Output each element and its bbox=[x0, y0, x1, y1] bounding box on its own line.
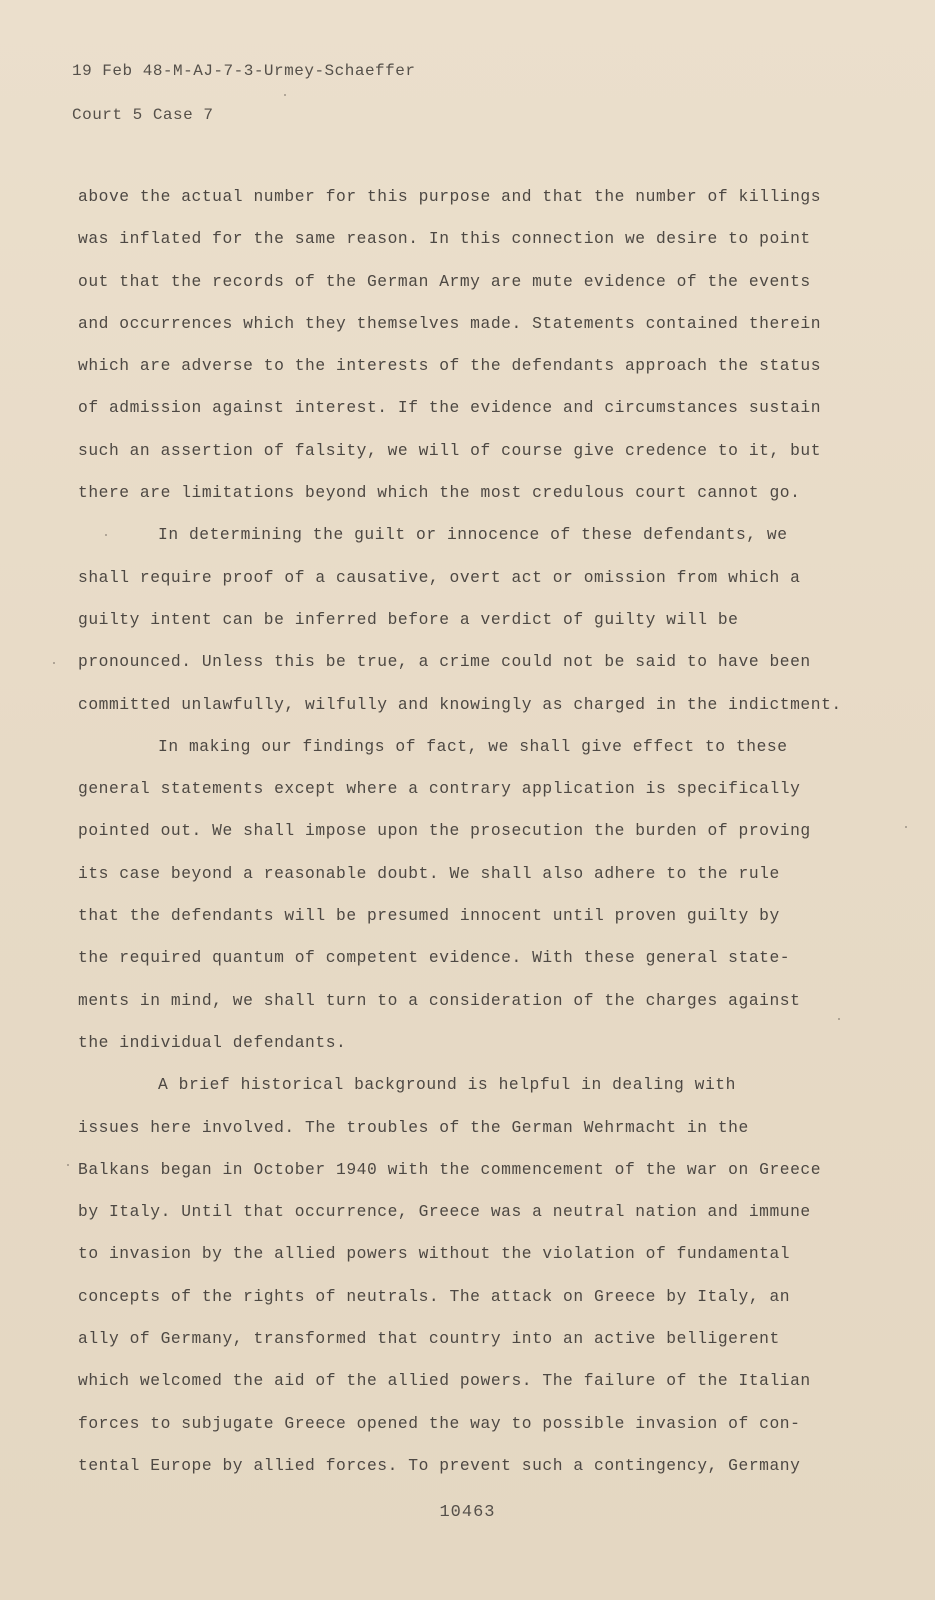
page-number: 10463 bbox=[439, 1503, 496, 1522]
court-case-label: Court 5 Case 7 bbox=[72, 106, 214, 124]
text-line: general statements except where a contrary application is specifically bbox=[78, 779, 801, 799]
text-line: such an assertion of falsity, we will of course give credence to it, but bbox=[78, 440, 822, 460]
paper-speck bbox=[53, 662, 55, 664]
text-line: Balkans began in October 1940 with the commencement of the war on Greece bbox=[78, 1159, 822, 1179]
text-line: guilty intent can be inferred before a verdict of guilty will be bbox=[78, 609, 739, 629]
text-line: ments in mind, we shall turn to a consideration of the charges against bbox=[78, 990, 801, 1010]
text-line: the individual defendants. bbox=[78, 1032, 347, 1052]
body-text bbox=[78, 176, 868, 1487]
text-line: shall require proof of a causative, overt act or omission from which a bbox=[78, 567, 801, 587]
text-line: there are limitations beyond which the most credulous court cannot go. bbox=[78, 483, 801, 503]
text-line: of admission against interest. If the evidence and circumstances sustain bbox=[78, 398, 822, 418]
text-line: was inflated for the same reason. In this connection we desire to point bbox=[78, 229, 811, 249]
text-line: its case beyond a reasonable doubt. We shall also adhere to the rule bbox=[78, 863, 780, 883]
text-line: that the defendants will be presumed innocent until proven guilty by bbox=[78, 906, 780, 926]
text-line: and occurrences which they themselves made. Statements contained therein bbox=[78, 313, 822, 333]
paper-speck bbox=[838, 1018, 840, 1020]
paragraph-first-line: A brief historical background is helpful in dealing with bbox=[158, 1075, 736, 1095]
text-line: ally of Germany, transformed that country into an active belligerent bbox=[78, 1329, 780, 1349]
text-line: issues here involved. The troubles of the German Wehrmacht in the bbox=[78, 1117, 749, 1137]
paragraph-first-line: In determining the guilt or innocence of these defendants, we bbox=[158, 525, 788, 545]
text-line: tental Europe by allied forces. To prevent such a contingency, Germany bbox=[78, 1455, 801, 1475]
paper-speck bbox=[105, 534, 107, 536]
paragraph-first-line: In making our findings of fact, we shall give effect to these bbox=[158, 736, 788, 756]
text-line: concepts of the rights of neutrals. The attack on Greece by Italy, an bbox=[78, 1286, 791, 1306]
paper-speck bbox=[905, 826, 907, 828]
document-reference: 19 Feb 48-M-AJ-7-3-Urmey-Schaeffer bbox=[72, 62, 416, 80]
text-line: pronounced. Unless this be true, a crime could not be said to have been bbox=[78, 652, 811, 672]
text-line: pointed out. We shall impose upon the prosecution the burden of proving bbox=[78, 821, 811, 841]
text-line: forces to subjugate Greece opened the way to possible invasion of con- bbox=[78, 1413, 801, 1433]
text-line: which are adverse to the interests of the defendants approach the status bbox=[78, 356, 822, 376]
text-line: out that the records of the German Army are mute evidence of the events bbox=[78, 271, 811, 291]
text-line: which welcomed the aid of the allied powers. The failure of the Italian bbox=[78, 1371, 811, 1391]
text-line: to invasion by the allied powers without the violation of fundamental bbox=[78, 1244, 791, 1264]
text-line: the required quantum of competent evidence. With these general state- bbox=[78, 948, 791, 968]
text-line: by Italy. Until that occurrence, Greece was a neutral nation and immune bbox=[78, 1202, 811, 1222]
text-line: committed unlawfully, wilfully and knowingly as charged in the indictment. bbox=[78, 694, 842, 714]
text-line: above the actual number for this purpose and that the number of killings bbox=[78, 187, 822, 206]
paper-speck bbox=[67, 1164, 69, 1166]
paper-speck bbox=[284, 94, 286, 96]
